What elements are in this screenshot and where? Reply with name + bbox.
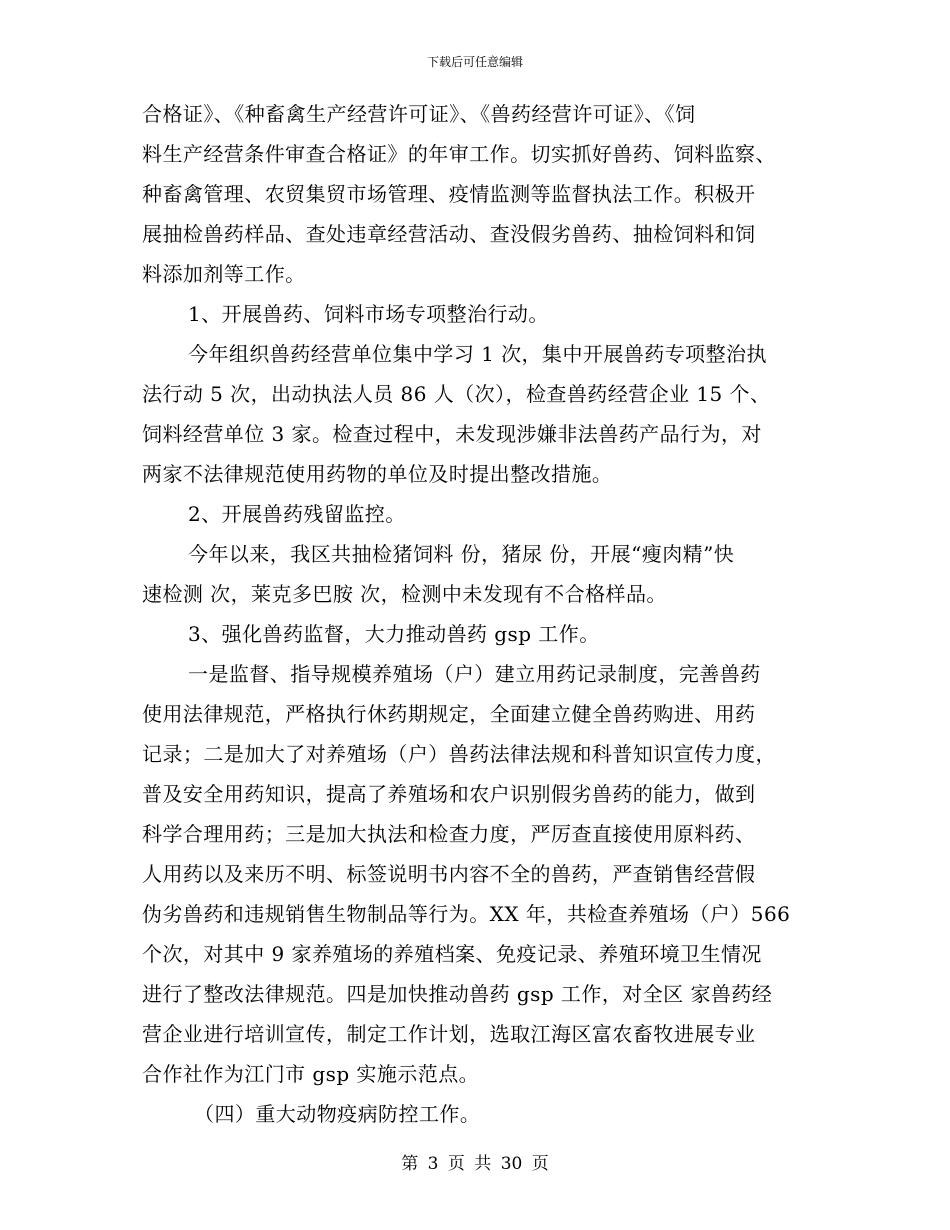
text-line: 人用药以及来历不明、标签说明书内容不全的兽药，严查销售经营假 <box>142 862 756 886</box>
page-number: 第 3 页 共 30 页 <box>401 1154 549 1174</box>
text-line: 营企业进行培训宣传，制定工作计划，选取江海区富农畜牧进展专业 <box>142 1022 756 1046</box>
section-heading: 2、开展兽药残留监控。 <box>188 502 406 526</box>
text-line: 进行了整改法律规范。四是加快推动兽药 gsp 工作，对全区 家兽药经 <box>142 982 773 1006</box>
text-line: 种畜禽管理、农贸集贸市场管理、疫情监测等监督执法工作。积极开 <box>142 182 756 206</box>
text-line: 饲料经营单位 3 家。检查过程中，未发现涉嫌非法兽药产品行为，对 <box>142 422 762 446</box>
text-line: 记录；二是加大了对养殖场（户）兽药法律法规和科普知识宣传力度， <box>142 742 776 766</box>
page-header: 下载后可任意编辑 <box>426 55 523 69</box>
text-line: 速检测 次，莱克多巴胺 次，检测中未发现有不合格样品。 <box>142 582 667 606</box>
text-line: 合格证》、《种畜禽生产经营许可证》、《兽药经营许可证》、《饲 <box>142 102 696 126</box>
paragraph-start: 一是监督、指导规模养殖场（户）建立用药记录制度，完善兽药 <box>188 662 761 686</box>
paragraph-start: 今年以来，我区共抽检猪饲料 份，猪尿 份，开展“瘦肉精”快 <box>188 542 735 566</box>
text-line: 伪劣兽药和违规销售生物制品等行为。XX 年，共检查养殖场（户）566 <box>142 902 791 926</box>
text-line: 普及安全用药知识，提高了养殖场和农户识别假劣兽药的能力，做到 <box>142 782 756 806</box>
document-body <box>142 94 810 1134</box>
text-line: 料添加剂等工作。 <box>142 262 306 286</box>
text-line: 科学合理用药；三是加大执法和检查力度，严厉查直接使用原料药、 <box>142 822 756 846</box>
text-line: 料生产经营条件审查合格证》的年审工作。切实抓好兽药、饲料监察、 <box>142 142 776 166</box>
text-line: 法行动 5 次，出动执法人员 86 人（次），检查兽药经营企业 15 个、 <box>142 382 771 406</box>
text-line: 个次，对其中 9 家养殖场的养殖档案、免疫记录、养殖环境卫生情况 <box>142 942 762 966</box>
section-heading: （四）重大动物疫病防控工作。 <box>194 1102 481 1126</box>
text-line: 展抽检兽药样品、查处违章经营活动、查没假劣兽药、抽检饲料和饲 <box>142 222 756 246</box>
text-line: 使用法律规范，严格执行休药期规定，全面建立健全兽药购进、用药 <box>142 702 756 726</box>
section-heading: 1、开展兽药、饲料市场专项整治行动。 <box>188 302 549 326</box>
paragraph-start: 今年组织兽药经营单位集中学习 1 次，集中开展兽药专项整治执 <box>188 342 767 366</box>
section-heading: 3、强化兽药监督，大力推动兽药 gsp 工作。 <box>188 622 600 646</box>
text-line: 两家不法律规范使用药物的单位及时提出整改措施。 <box>142 462 613 486</box>
text-line: 合作社作为江门市 gsp 实施示范点。 <box>142 1062 480 1086</box>
